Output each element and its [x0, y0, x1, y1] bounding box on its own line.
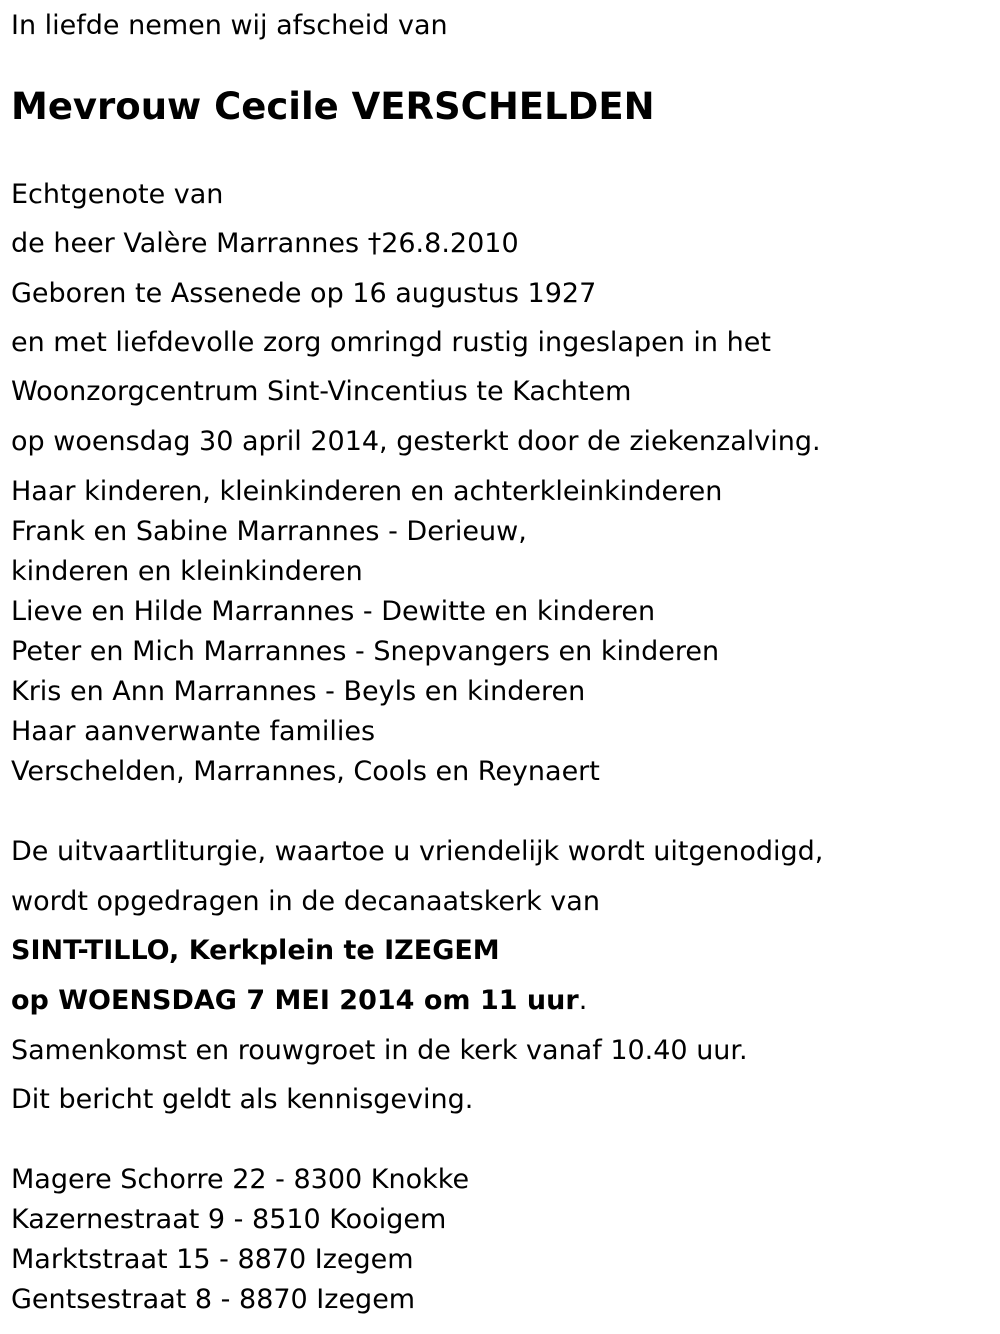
- spouse-death-date: 26.8.2010: [381, 228, 519, 259]
- family-line: kinderen en kleinkinderen: [11, 556, 363, 587]
- spouse-label: Echtgenote van: [11, 179, 224, 210]
- family-line: Kris en Ann Marrannes - Beyls en kinderen: [11, 676, 586, 707]
- funeral-datetime: op WOENSDAG 7 MEI 2014 om 11 uur: [11, 985, 579, 1016]
- funeral-location: SINT-TILLO, Kerkplein te IZEGEM: [11, 935, 500, 966]
- notice-text: Dit bericht geldt als kennisgeving.: [11, 1084, 474, 1115]
- birth-text: Geboren te Assenede op 16 augustus 1927: [11, 278, 597, 309]
- funeral-datetime-line: [11, 987, 587, 1014]
- family-line: Haar kinderen, kleinkinderen en achterkleinkinderen: [11, 476, 723, 507]
- address-line: Kazernestraat 9 - 8510 Kooigem: [11, 1204, 447, 1235]
- cross-icon: †: [367, 228, 382, 259]
- funeral-text-line-2: wordt opgedragen in de decanaatskerk van: [11, 886, 600, 917]
- intro-text: In liefde nemen wij afscheid van: [11, 10, 448, 41]
- family-line: Frank en Sabine Marrannes - Derieuw,: [11, 516, 527, 547]
- death-text-line-3: op woensdag 30 april 2014, gesterkt door de ziekenzalving.: [11, 426, 821, 457]
- family-line: Verschelden, Marrannes, Cools en Reynaert: [11, 756, 600, 787]
- spouse-name: de heer Valère Marrannes: [11, 228, 360, 259]
- address-line: Gentsestraat 8 - 8870 Izegem: [11, 1284, 416, 1315]
- spouse-line: [11, 230, 519, 257]
- address-line: Magere Schorre 22 - 8300 Knokke: [11, 1164, 470, 1195]
- gathering-text: Samenkomst en rouwgroet in de kerk vanaf 10.40 uur.: [11, 1035, 748, 1066]
- address-line: Marktstraat 15 - 8870 Izegem: [11, 1244, 414, 1275]
- family-line: Peter en Mich Marrannes - Snepvangers en kinderen: [11, 636, 720, 667]
- family-line: Lieve en Hilde Marrannes - Dewitte en kinderen: [11, 596, 656, 627]
- funeral-text-line-1: De uitvaartliturgie, waartoe u vriendelijk wordt uitgenodigd,: [11, 836, 824, 867]
- family-line: Haar aanverwante families: [11, 716, 376, 747]
- deceased-name: Mevrouw Cecile VERSCHELDEN: [11, 85, 655, 128]
- funeral-datetime-period: .: [578, 985, 588, 1016]
- death-text-line-1: en met liefdevolle zorg omringd rustig ingeslapen in het: [11, 327, 771, 358]
- death-text-line-2: Woonzorgcentrum Sint-Vincentius te Kachtem: [11, 376, 632, 407]
